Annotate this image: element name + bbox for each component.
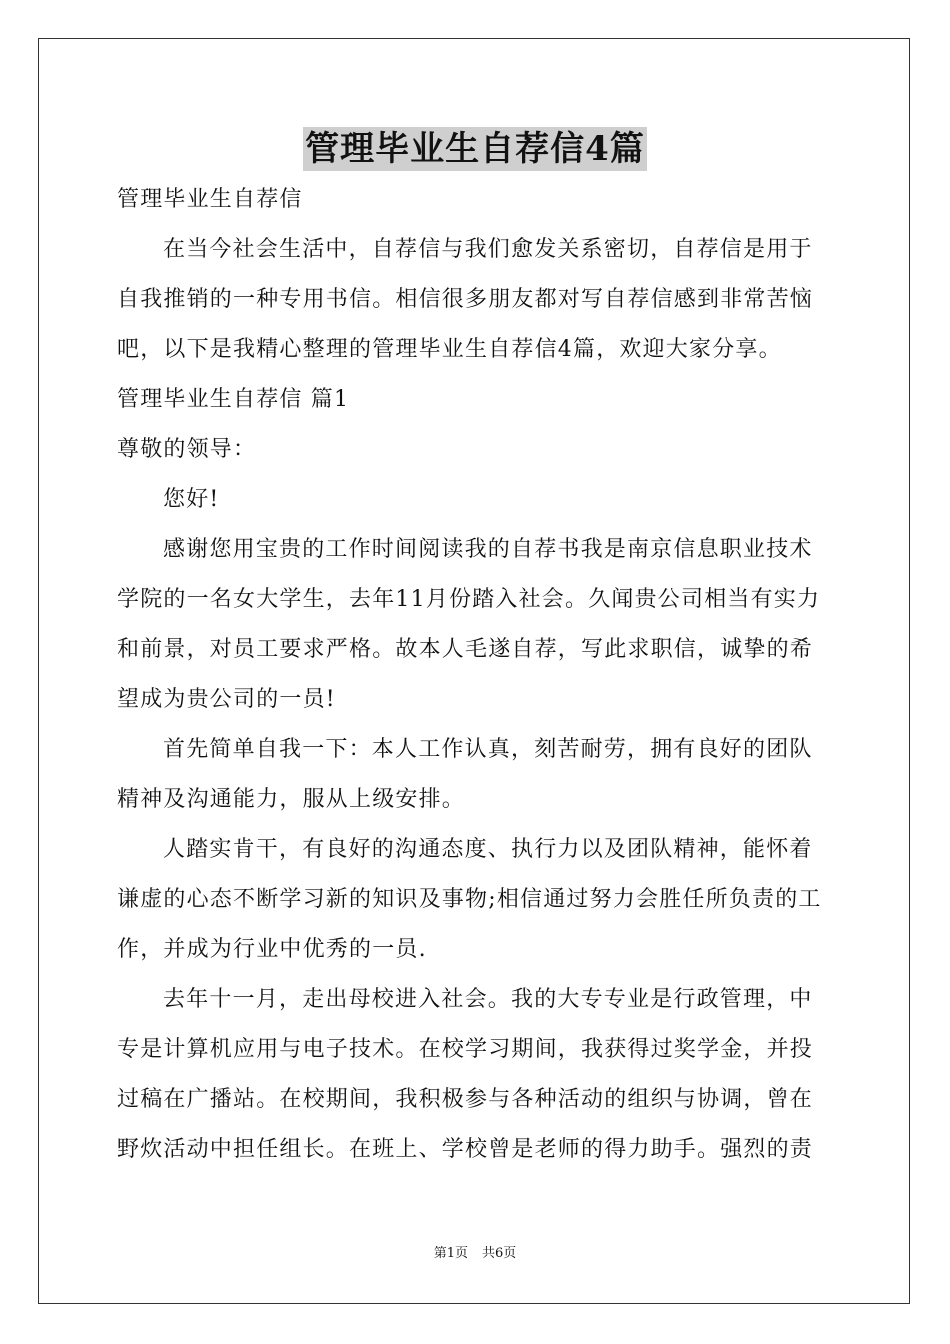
paragraph: 去年十一月，走出母校进入社会。我的大专专业是行政管理，中专是计算机应用与电子技术。在校学习期间，我获得过奖学金，并投过稿在广播站。在校期间，我积极参与各种活动的组织与协调，曾在野炊活动中担任组长。在班上、学校曾是老师的得力助手。强烈的责: [117, 987, 814, 1162]
page-footer: [0, 1244, 950, 1264]
paragraph: 人踏实肯干，有良好的沟通态度、执行力以及团队精神，能怀着谦虚的心态不断学习新的知识及事物;相信通过努力会胜任所负责的工作，并成为行业中优秀的一员.: [117, 837, 822, 962]
paragraph: 在当今社会生活中，自荐信与我们愈发关系密切，自荐信是用于自我推销的一种专用书信。相信很多朋友都对写自荐信感到非常苦恼吧，以下是我精心整理的管理毕业生自荐信4篇，欢迎大家分享。: [117, 237, 814, 362]
document-body: [117, 175, 833, 1175]
page-number-current: 第1页: [433, 1246, 468, 1261]
greeting: 您好!: [163, 487, 220, 512]
paragraph: 首先简单自我一下：本人工作认真，刻苦耐劳，拥有良好的团队精神及沟通能力，服从上级安排。: [117, 737, 813, 812]
document-title: 管理毕业生自荐信4篇: [305, 129, 645, 169]
paragraph: 感谢您用宝贵的工作时间阅读我的自荐书我是南京信息职业技术学院的一名女大学生，去年11月份踏入社会。久闻贵公司相当有实力和前景，对员工要求严格。故本人毛遂自荐，写此求职信，诚挚的希望成为贵公司的一员!: [117, 537, 821, 712]
section-heading: 管理毕业生自荐信 篇1: [117, 387, 350, 412]
page-number-total: 共6页: [482, 1246, 517, 1261]
salutation: 尊敬的领导：: [117, 437, 257, 462]
paragraph: 管理毕业生自荐信: [117, 187, 303, 212]
title-container: [0, 127, 950, 171]
